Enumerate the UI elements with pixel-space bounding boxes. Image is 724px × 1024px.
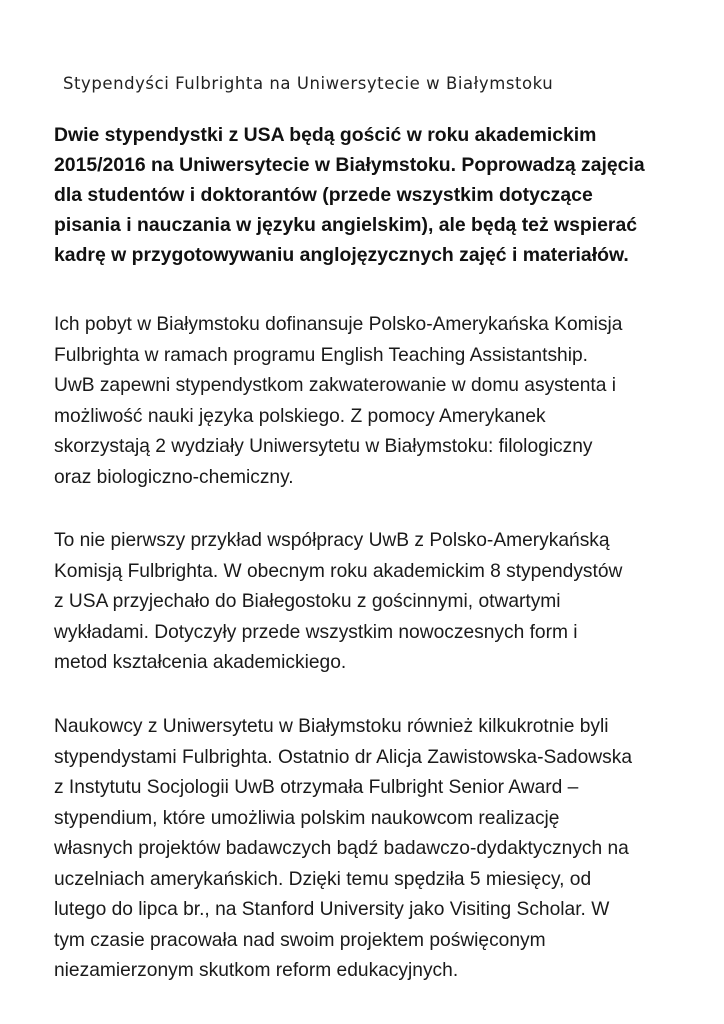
text-line: tym czasie pracowała nad swoim projektem poświęconym xyxy=(54,929,546,951)
text-line: stypendium, które umożliwia polskim naukowcom realizację xyxy=(54,807,560,829)
text-line: To nie pierwszy przykład współpracy UwB z Polsko-Amerykańską xyxy=(54,530,610,551)
text-line: UwB zapewni stypendystkom zakwaterowanie w domu asystenta i xyxy=(54,375,617,396)
text-line: wykładami. Dotyczyły przede wszystkim nowoczesnych form i xyxy=(54,621,578,643)
text-line: lutego do lipca br., na Stanford University jako Visiting Scholar. W xyxy=(54,899,610,920)
text-line: pisania i nauczania w języku angielskim), ale będą też wspierać xyxy=(54,214,638,236)
document-title: Stypendyści Fulbrighta na Uniwersytecie w Białymstoku xyxy=(63,74,554,93)
text-line: możliwość nauki języka polskiego. Z pomocy Amerykanek xyxy=(54,405,546,427)
text-line: Dwie stypendystki z USA będą gościć w roku akademickim xyxy=(54,124,597,146)
text-line: Naukowcy z Uniwersytetu w Białymstoku również kilkukrotnie byli xyxy=(54,716,609,737)
text-line: z Instytutu Socjologii UwB otrzymała Fulbright Senior Award – xyxy=(54,777,579,798)
text-line: Ich pobyt w Białymstoku dofinansuje Polsko-Amerykańska Komisja xyxy=(54,314,623,335)
text-line: własnych projektów badawczych bądź badawczo-dydaktycznych na xyxy=(54,838,629,859)
lead-paragraph xyxy=(54,120,694,270)
text-line: kadrę w przygotowywaniu anglojęzycznych zajęć i materiałów. xyxy=(54,244,629,266)
text-line: z USA przyjechało do Białegostoku z gościnnymi, otwartymi xyxy=(54,591,561,612)
text-line: metod kształcenia akademickiego. xyxy=(54,652,347,673)
body-paragraph-1 xyxy=(54,310,694,493)
text-line: uczelniach amerykańskich. Dzięki temu spędziła 5 miesięcy, od xyxy=(54,868,592,890)
body-paragraph-2 xyxy=(54,526,694,679)
text-line: dla studentów i doktorantów (przede wszystkim dotyczące xyxy=(54,184,593,206)
body-paragraph-3 xyxy=(54,712,694,987)
text-line: 2015/2016 na Uniwersytecie w Białymstoku. Poprowadzą zajęcia xyxy=(54,154,645,176)
text-line: niezamierzonym skutkom reform edukacyjnych. xyxy=(54,960,459,981)
text-line: Komisją Fulbrighta. W obecnym roku akademickim 8 stypendystów xyxy=(54,560,623,582)
text-line: skorzystają 2 wydziały Uniwersytetu w Białymstoku: filologiczny xyxy=(54,436,593,457)
text-line: Fulbrighta w ramach programu English Teaching Assistantship. xyxy=(54,344,588,366)
text-line: stypendystami Fulbrighta. Ostatnio dr Alicja Zawistowska-Sadowska xyxy=(54,746,632,768)
text-line: oraz biologiczno-chemiczny. xyxy=(54,466,294,488)
